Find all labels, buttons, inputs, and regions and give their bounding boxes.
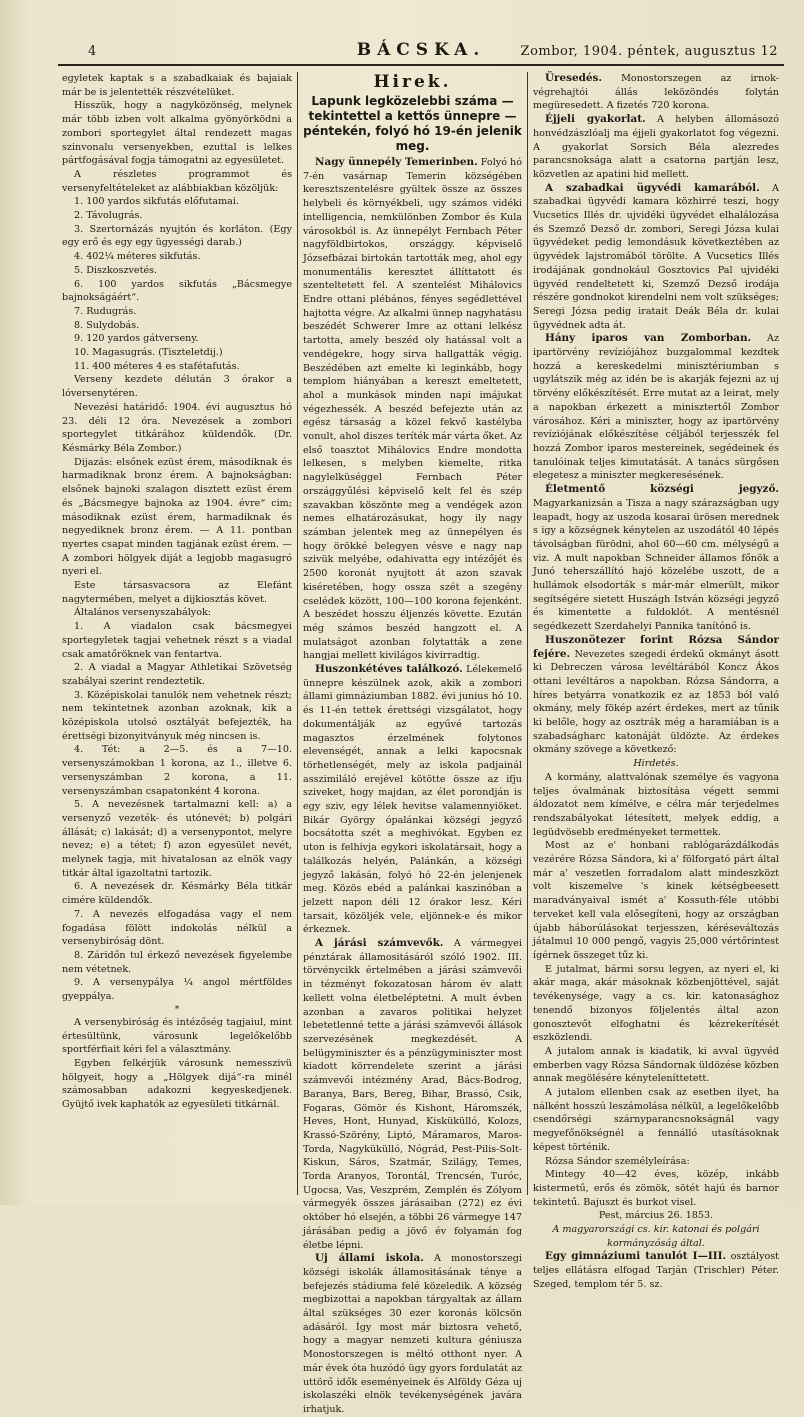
rule-paragraph: 7. A nevezés elfogadása vagy el nem fogadása fölött indokolás nélkül a versenybiróság dönt. [62, 908, 292, 948]
news-item-title: Hány iparos van Zomborban. [545, 332, 752, 345]
news-item-title: Huszonkétéves találkozó. [315, 663, 463, 676]
sport-paragraph: Egyben felkérjük városunk nemesszivü hölgyeit, hogy a „Hölgyek dijá“-ra minél számosabban adakozni kegyeskedjenek. Gyüjtő ivek kaphatók az egyesületi titkárnál. [62, 1057, 292, 1111]
news-item-body: Folyó hó 7-én vasárnap Temerin községében keresztszentelésre gyültek össze az összes helybeli és környékbeli, ugy számos vidéki intelligencia, nemkülönben Zombor és Kula városokból is. Az ünnepélyt Fernbach Péter nagyföldbirtokos, országgy. képviselő Józsefbázai birtokán tartották meg, ahol egy monumentális keresztet állíttatott és szenteltetett fel. A szentelést Mihálovics Endre ottani plébános, fényes segédlettével hajtotta végre. Az alkalmi ünnep nagyhatásu beszédét Schwerer Imre az ottani lelkész tartotta, amely beszéd oly hatással volt a vendégekre, hogy sirva hallgatták végig. Beszédében azt emelte ki leginkább, hogy templom hiányában a kereszt emeltetett, ahol a munkások minden napi imájukat végezhessék. A beszéd befejezte után az egész társaság a közel fekvő kastélyba vonult, ahol diszes teríték már várta őket. Az első toasztot Mihálovics Endre mondotta lelkesen, s melyben kiemelte, ritka nagylelküséggel Fernbach Péter országgyűlési képviselő kelt fel és szép szavakban köszönte meg a vendégek azon nemes elhatározásukat, hogy ily nagy számban jelentek meg az ünnepélyen és hogy örökké belegyen vésve e nagy nap szivük melyébe, odahivatta egy intézőjét és 2500 koronát nyujtott át azon szavak kiséretében, hogy ossza szét a szegény cselédek között, 100—100 korona fejenként. A beszédet hosszu éljenzés követte. Ezután még számos beszéd hangzott el. A mulatságot azonban folytatták a zene hangjai mellett kivilágos kivirradtig. [303, 157, 522, 662]
program-item: 8. Sulydobás. [74, 319, 140, 331]
notice-paragraph: A jutalom annak is kiadatik, ki avval ügyvéd emberben vagy Rózsa Sándornak üldözése közben annak megölésére kényteleníttetett. [533, 1045, 779, 1085]
rule-paragraph: 5. A nevezésnek tartalmazni kell: a) a versenyző vezeték- és utónevét; b) polgári állását; c) lakását; d) a versenypontot, melyre nevez; e) a tétet; f) azon egyesület nevét, melynek tagja, mit hivatalosan az elnök vagy titkár által igazoltatni tartozik. [62, 799, 292, 879]
news-item-title: Egy gimnáziumi tanulót I—III. [545, 1250, 727, 1263]
news-item [533, 332, 779, 483]
sport-paragraph: Hisszük, hogy a nagyközönség, melynek már több izben volt alkalma gyönyörködni a zombori sportegylet által rendezett magas szinvonalu versenyekben, ezuttal is lelkes pártfogásával fogja támogatni az egyesületet. [62, 100, 292, 167]
masthead-title: BÁCSKA. [356, 40, 486, 60]
news-item [533, 1250, 779, 1291]
column-rule-1 [297, 72, 298, 1195]
notice-paragraph: A jutalom ellenben csak az esetben ilyet, ha nálként hosszú leszámolása nélkül, a legelőkelőbb csendőrségi szárnyparancsnokságnál vagy megyefőnökségnél a fennálló utasításoknak képest történik. [533, 1087, 779, 1153]
sport-paragraph: Dijazás: elsőnek ezüst érem, másodiknak és harmadiknak bronz érem. A bajnokságban: elsőnek bajnoki szalagon disztett ezüst érem és „Bácsmegye bajnoka az 1904. évre“ cim; másodiknak ezüst érem, harmadiknak és negyediknek bronz érem. — A 11. pontban nyertes csapat minden tagjának ezüst érem. — A zombori hölgyek diját a legjobb magasugró nyeri el. [62, 456, 292, 578]
sport-paragraph: Nevezési határidő: 1904. évi augusztus hó 23. déli 12 óra. Nevezések a zombori sportegylet titkárához küldendők. (Dr. Késmárky Béla Zombor.) [62, 401, 292, 454]
notice-paragraph: A kormány, alattvalónak személye és vagyona teljes óvalmának biztosítása végett semmi áldozatot nem kímélve, e célra már terjedelmes rendszabályokat létesített, melyek eddig, a legüdvösebb eredményeket termettek. [533, 771, 779, 838]
program-item: 9. 120 yardos gátverseny. [74, 333, 199, 345]
news-item-body: Az ipartörvény revíziójához buzgalommal kezdtek hozzá a kereskedelmi minisztériumban s ugylátszik még az idén be is akarják fejezni az uj törvény előkészítését. Erre mutat az a leirat, mely a napokban érkezett a minisztertől Zombor városához. Kéri a miniszter, hogy az ipartörvény revíziójának előkészítése céljából terjesszék fel hozzá Zombor iparos mestereinek, segédeinek és tanulóinak teljes kimutatását. A tanács sürgősen elegetesz a miniszter megkeresésének. [533, 333, 779, 482]
news-item [533, 634, 779, 757]
program-item: 6. 100 yardos sikfutás „Bácsmegye bajnokságáért“. [62, 278, 292, 304]
program-item: 3. Szertornázás nyujtón és korláton. (Egy egy erő és egy egy ügyességi darab.) [62, 223, 292, 249]
news-item [303, 1252, 522, 1416]
news-item [533, 182, 779, 333]
news-item-body: A vármegyei pénztárak államositásáról szóló 1902. III. törvénycikk értelmében a járási számvevői in tézményt fokozatosan három év alatt kellett volna életbeléptetni. A mult évben azonban a zavaros politikai helyzet lebetetlenné tette a járási számvevői állások szervezésének megkezdését. A belügyminiszter és a pénzügyminiszter most kiadott körrendelete szerint a járási számvevői intézmény Arad, Bács-Bodrog, Baranya, Bars, Bereg, Bihar, Brassó, Csik, Fogaras, Gömör és Kishont, Háromszék, Heves, Hont, Hunyad, Kiskükülló, Kolozs, Krassó-Szörény, Liptó, Máramaros, Maros-Torda, Nagykükülló, Nógrád, Pest-Pilis-Solt-Kiskun, Sáros, Szatmár, Szilágy, Temes, Torda Aranyos, Torontál, Trencsén, Turóc, Ugocsa, Vas, Veszprém, Zemplén és Zólyom vármegyék összes járásaiban (272) ez évi október hó elsején, a többi 26 vármegye 147 járásában pedig a jövő év folyamán fog életbe lépni. [303, 938, 522, 1251]
notice-signature: A magyarországi cs. kir. katonai és polgári kormányzóság által. [552, 1224, 760, 1249]
rule-paragraph: 4. Tét: a 2—5. és a 7—10. versenyszámokban 1 korona, az 1., illetve 6. versenyszámban 2 korona, a 11. versenyszámban csapatonként 4 korona. [62, 744, 292, 797]
news-item [303, 156, 522, 663]
news-item [303, 937, 522, 1252]
news-item-body: Nevezetes szegedi érdekű okmányt ásott ki Debreczen városa levéltárából Koncz Ákos ottani levéltáros a napokban. Rózsa Sándorra, a híres betyárra vonatkozik ez az 1853 ból való okmány, mely fökép azért érdekes, mert az tűnik ki belőle, hogy az osztrák még a haramiában is a szabadságharc katonáját üldözte. Az érdekes okmány szövege a következő: [533, 648, 779, 756]
news-item-title: Üresedés. [545, 72, 602, 84]
news-item-title: A szabadkai ügyvédi kamarából. [545, 181, 760, 194]
news-item-body: A monostorszegi községi iskolák államositásának ténye a befejezés stádiuma felé közeledik. A község megbizottai a napokban tárgyaltak az állam által szükséges 30 ezer koronás kölcsön adásáról. Így most már biztosra vehető, hogy a magyar nemzeti kultura géniusza Monostorszegen is méltó otthont nyer. A már évek óta huzódó ügy gyors fordulatát az uttörő idők eseményeinek és Alföldy Géza uj iskolaszéki elnök tevékenységének javára irhatjuk. [303, 1253, 522, 1415]
rule-paragraph: 6. A nevezések dr. Késmárky Béla titkár cimére küldendők. [62, 881, 292, 907]
column-1 [62, 72, 292, 1197]
sport-intro: egyletek kaptak s a szabadkaiak és bajaiak már be is jelentették részvételüket. [62, 73, 292, 98]
rule-paragraph: 3. Középiskolai tanulók nem vehetnek részt; nem tekintetnek azonban azoknak, kik a középiskola utolsó osztályát befejezték, ha érettségi bizonyitványuk még nincsen is. [62, 689, 292, 742]
rule-paragraph: 9. A versenypálya ¼ angol mértföldes gyeppálya. [62, 977, 292, 1003]
notice-paragraph: Rózsa Sándor személyleírása: [545, 1155, 690, 1167]
program-item: 10. Magasugrás. (Tiszteletdij.) [74, 347, 223, 359]
program-item: 2. Távolugrás. [74, 210, 143, 222]
news-item-title: Huszonötezer forint Rózsa Sándor fejére. [533, 633, 779, 660]
notice-title: Hirdetés. [633, 758, 679, 770]
news-item-title: Nagy ünnepély Temerinben. [315, 156, 478, 168]
news-section-title: Hirek. [373, 72, 452, 92]
rule-paragraph: 1. A viadalon csak bácsmegyei sportegyletek tagjai vehetnek részt s a viadal csak amatőröknek van fentartva. [62, 621, 292, 660]
news-item-title: Uj állami iskola. [315, 1252, 424, 1265]
next-issue-notice: Lapunk legközelebbi száma — tekintettel a kettős ünnepre — péntekén, folyó hó 19-én jelenik meg. [303, 94, 522, 153]
column-3 [533, 72, 779, 1290]
news-item-body: Monostorszegen az irnok-végrehajtói állás leközöndés folytán megüresedett. A fizetés 720 korona. [533, 73, 779, 112]
sport-paragraph: A versenybiróság és intézőség tagjaiul, mint értesültünk, városunk legelőkelőbb sportférfiait kéri fel a választmány. [62, 1016, 292, 1056]
news-item [533, 113, 779, 182]
sport-paragraph: Verseny kezdete délután 3 órakor a lóversenytéren. [62, 374, 292, 400]
program-item: 7. Rudugrás. [74, 305, 137, 317]
section-asterisk: * [174, 1004, 180, 1015]
program-item: 5. Diszkoszvetés. [74, 264, 158, 276]
column-2 [303, 72, 522, 1415]
sport-paragraph: A részletes programmot és versenyfeltételeket az alábbiakban közöljük: [62, 168, 292, 194]
news-item-title: Éjjeli gyakorlat. [545, 113, 646, 126]
sport-paragraph: Általános versenyszabályok: [74, 607, 212, 619]
notice-paragraph: Mintegy 40—42 éves, közép, inkább kistermetű, erős és zömök, sötét hajú és barnor tekintetű. Bajuszt és burkot visel. [533, 1169, 779, 1208]
news-item-body: A szabadkai ügyvédi kamara közhirré teszi, hogy Vucsetics Illés dr. ujvidéki ügyvédet elhalálozása és Szemző Dezső dr. zombori, Seregi Józsa kulai ügyvédeket pedig lemondásuk következtében az ügyvédek lajstromából törölte. A Vucsetics Illés irodájának gondnokául Gosztovics Pal ujvidéki ügyvéd rendeltetett ki, Szemző Dezső irodája részére gondnokot kirendelni nem volt szükséges; Seregi Józsa pedig iratait Deák Béla dr. kulai ügyvédnek adta át. [533, 182, 779, 331]
program-item: 11. 400 méteres 4 es stafétafutás. [74, 360, 240, 372]
news-item-title: A járási számvevők. [315, 937, 444, 950]
page-header [58, 40, 784, 66]
page-number: 4 [88, 44, 97, 59]
notice-date: Pest, március 26. 1853. [598, 1210, 714, 1222]
news-item-body: Lélekemelő ünnepre készülnek azok, akik a zombori állami gimnáziumban 1882. évi junius hó 10. és 11-én tettek érettségi vizsgálatot, hogy dokumentálják az egyűvé tartozás magasztos érzelmének folytonos elevenségét, annak a lelki kapocsnak törhetlenségét, mely az iskola padjainál asszimiláló erejével kötötte össze az ifju sziveket, hogy majdan, az élet porondján is egy sziv, egy lélek hevitse valamennyiöket. Bikár György ópalánkai községi jegyző bocsátotta szét a meghivókat. Egyben ez uton is felhivja egykori iskolatársait, hogy a találkozás helyén, Palánkán, a községi jegyző lakásán, folyó hó 22-én jelenjenek meg. Közös ebéd a palánkai kaszinóban a jelzett napon déli 12 órakor lesz. Kéri tarsait, közöljék vele, eljönnek-e és mikor érkeznek. [303, 664, 522, 936]
rule-paragraph: 8. Záridőn tul érkező nevezések figyelembe nem vétetnek. [62, 950, 292, 975]
column-rule-2 [527, 72, 528, 1195]
program-item: 1. 100 yardos sikfutás előfutamai. [74, 196, 240, 208]
sport-paragraph: Este társasvacsora az Elefánt nagytermében, melyet a dijkiosztás követ. [62, 580, 292, 605]
program-item: 4. 402¼ méteres sikfutás. [74, 251, 201, 263]
news-item-body: Magyarkanizsán a Tisza a nagy szárazságban ugy leapadt, hogy az uszoda kosarai ürösen merednek s igy a községnek kénytelen az uszodától 40 lépés távolságban fürödni, ahol 60—60 cm. mélységű a viz. A mult napokban Schneider államos főnök a Junó teherszállító hajó közelébe uszott, de a hullámok elsodorták s már-már elmerült, mikor segítségére sietett Huszágh István községi jegyző és kimentette a fuldoklót. A mentésnél segédkezett Szerdahelyi Pannika tanítónő is. [533, 497, 779, 633]
news-item-title: Életmentő községi jegyző. [545, 483, 779, 496]
news-item [533, 483, 779, 634]
news-item-body: osztályost teljes ellátásra elfogad Tarján (Trischler) Péter. Szeged, templom tér 5. sz. [533, 1251, 779, 1290]
issue-date: Zombor, 1904. péntek, augusztus 12 [520, 44, 778, 59]
news-item [533, 72, 779, 113]
rule-paragraph: 2. A viadal a Magyar Athletikai Szövetség szabályai szerint rendeztetik. [62, 662, 292, 687]
news-item [303, 663, 522, 937]
news-item-body: A helyben állomásozó honvédzászlóalj ma éjjeli gyakorlatot fog végezni. A gyakorlat Sorsich Béla alezredes parancsnoksága alatt a csatorna partján lesz, közvetlen az apatini hid mellett. [533, 114, 779, 180]
notice-paragraph: E jutalmat, bármi sorsu legyen, az nyeri el, ki akár maga, akár másoknak közbenjöttével, saját tevékenysége, vagy a cs. kir. katonasághoz tenendő bizonyos följelentés által azon gonosztevőt elfoghatni és kézrekerítését eszközlendi. [533, 963, 779, 1044]
notice-paragraph: Most az e' honbani rablógarázdálkodás vezérére Rózsa Sándora, ki a' fölforgató párt által már a' veszetlen forradalom alatt mindeszközt volt kiszemelve 's kinek kétségbeesett maradványaival ismét a' Kossuth-féle utóbbi terveket kell vala elősegíteni, hogy az országban újabb háborúlásokat terjesszen, kéréseváltozás játalmul 10 000 pengő, vagyis 25,000 vértőrintest ígérnek összeget tűz ki. [533, 840, 779, 961]
